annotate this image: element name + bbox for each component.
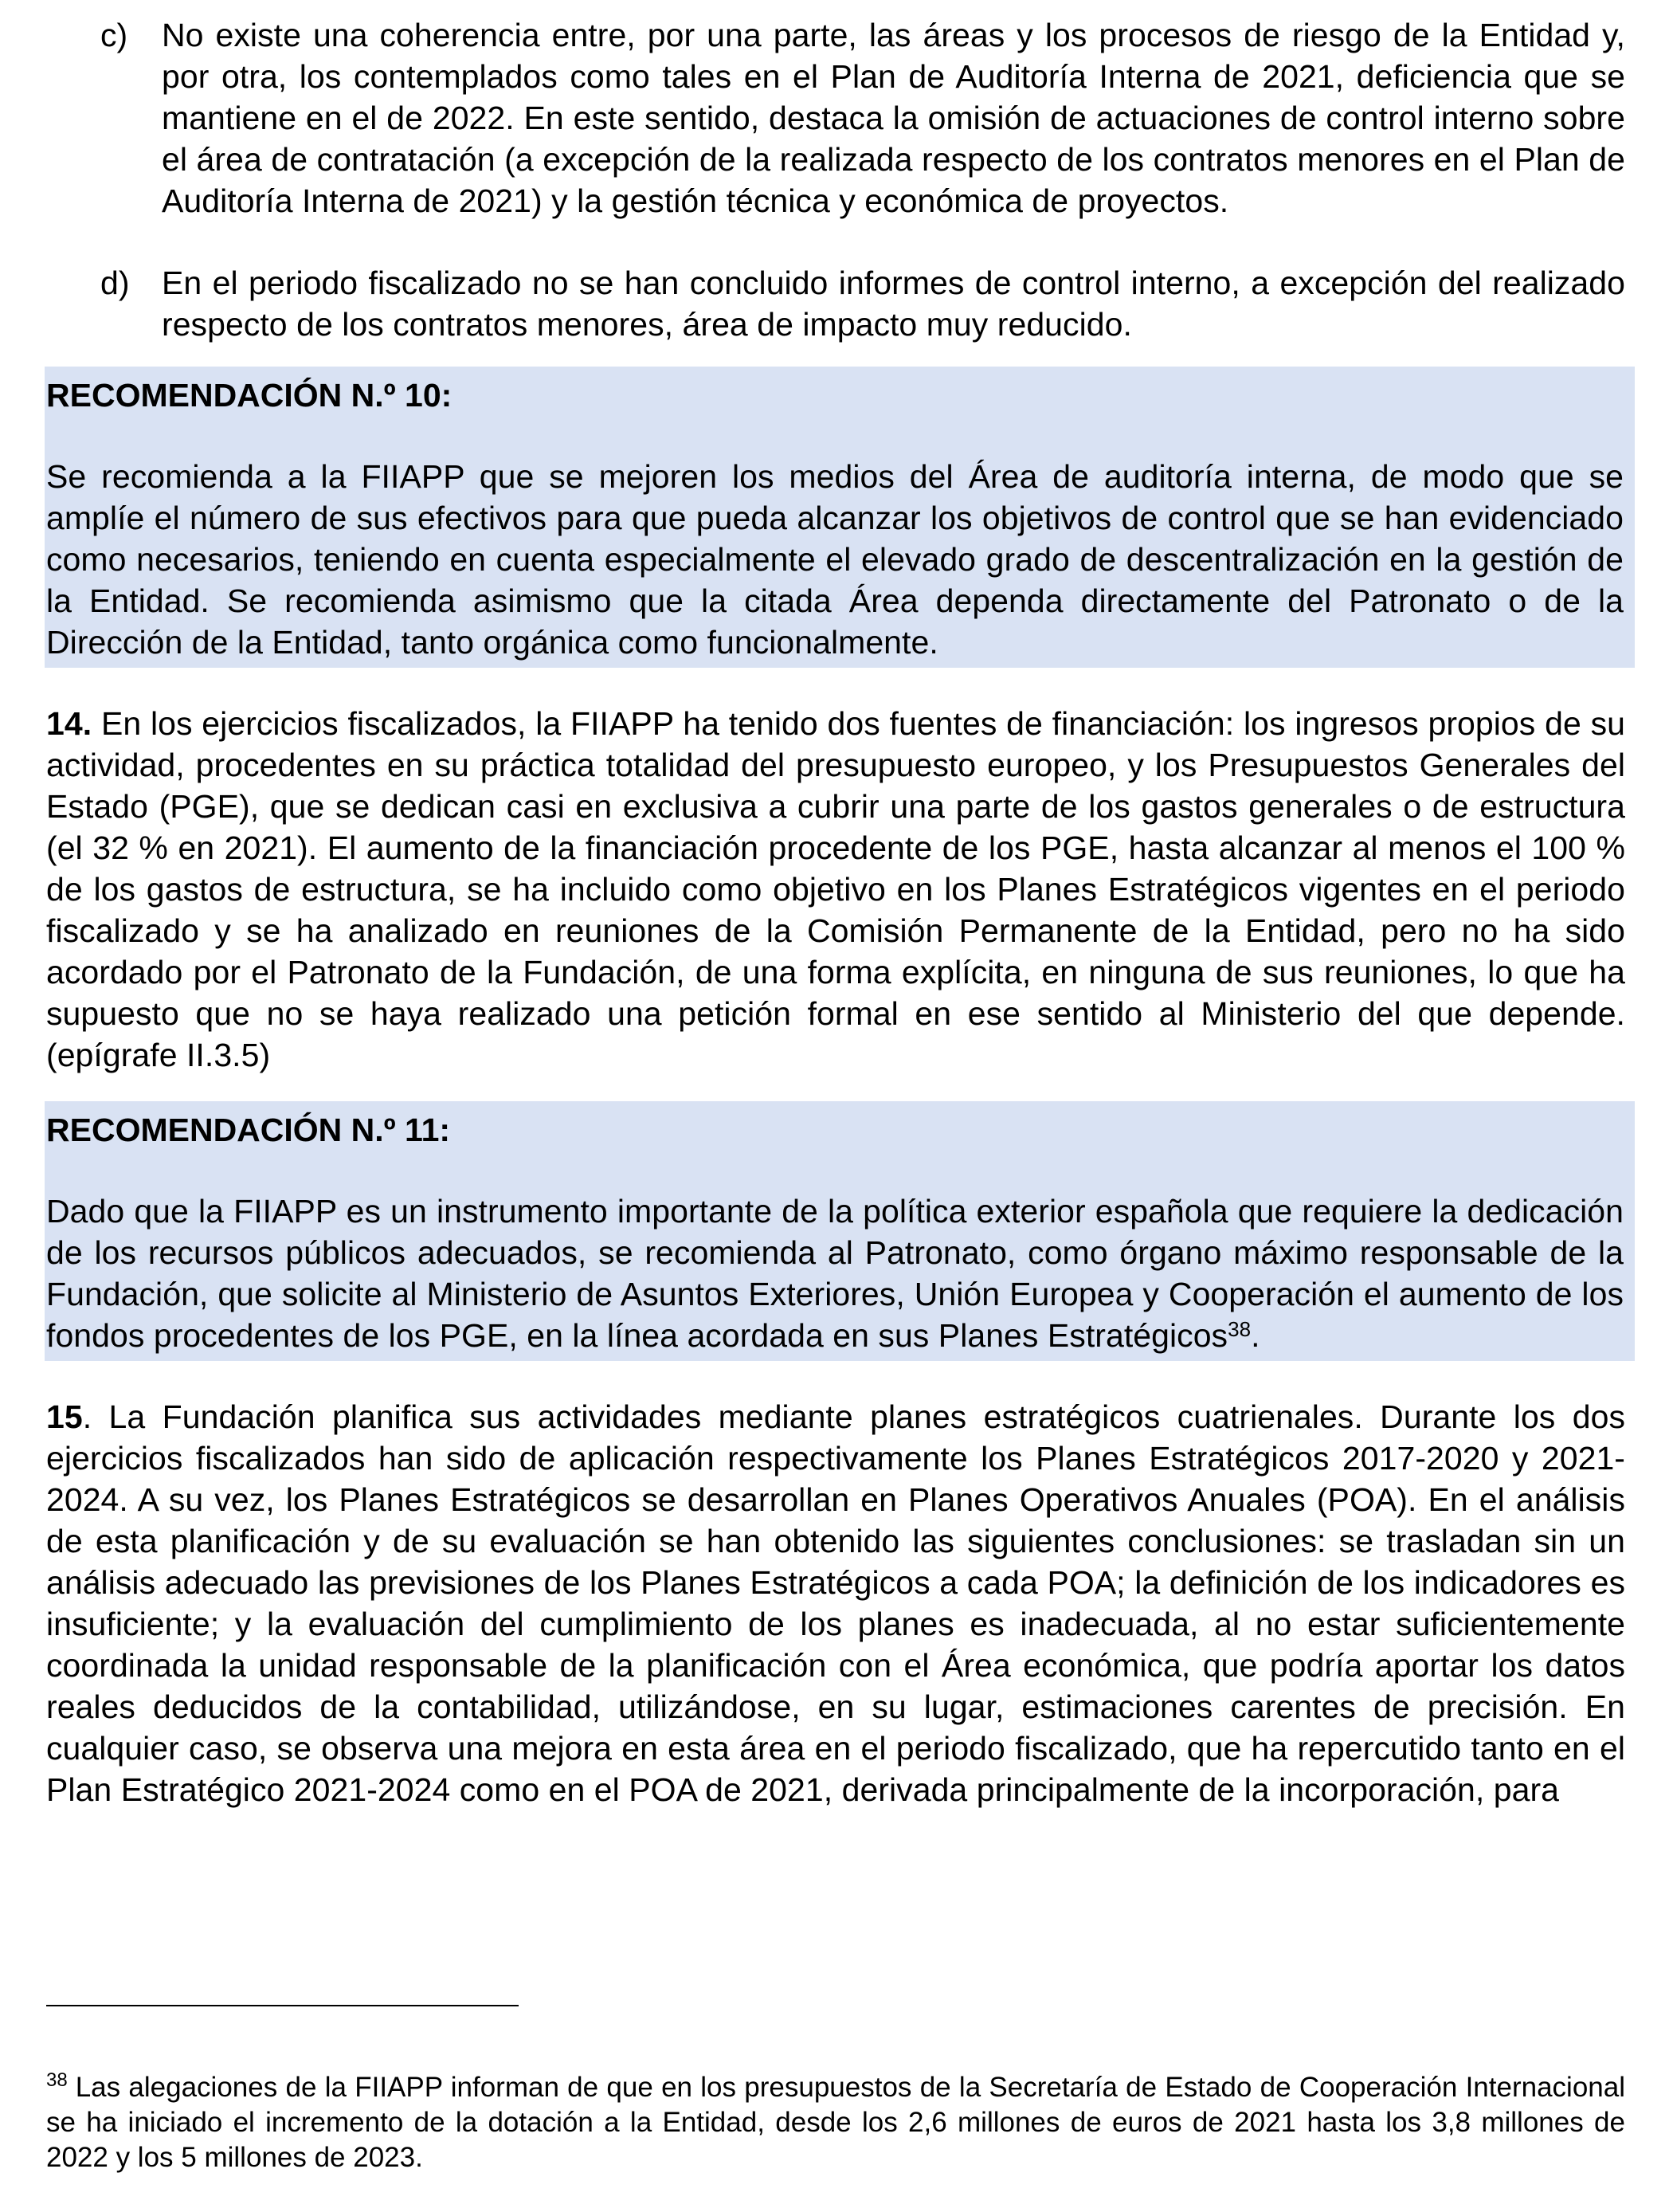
list-item-d xyxy=(46,262,1625,345)
footnote xyxy=(46,2070,1625,2175)
footnote-text: Las alegaciones de la FIIAPP informan de que en los presupuestos de la Secretaría de Estado de Cooperación Internacional se ha iniciado el incremento de la dotación a la Entidad, desde los 2,6 millones de euros de 2021 hasta los 3,8 millones de 2022 y los 5 millones de 2023. xyxy=(46,2072,1625,2173)
list-marker: c) xyxy=(100,17,128,53)
paragraph-14-number: 14. xyxy=(46,705,92,742)
recommendation-11-text: Dado que la FIIAPP es un instrumento importante de la política exterior española que requiere la dedicación de los recursos públicos adecuados, se recomienda al Patronato, como órgano máximo responsable de la Fundación, que solicite al Ministerio de Asuntos Exteriores, Unión Europea y Cooperación el aumento de los fondos procedentes de los PGE, en la línea acordada en sus Planes Estratégicos xyxy=(46,1193,1624,1354)
footnote-reference[interactable]: 38 xyxy=(1228,1317,1252,1342)
document-page xyxy=(46,14,1625,1810)
recommendation-11-title: RECOMENDACIÓN N.º 11: xyxy=(46,1112,451,1148)
recommendation-10-text: Se recomienda a la FIIAPP que se mejoren los medios del Área de auditoría interna, de modo que se amplíe el número de sus efectivos para que pueda alcanzar los objetivos de control que se han evidenciado como necesarios, teniendo en cuenta especialmente el elevado grado de descentralización en la gestión de la Entidad. Se recomienda asimismo que la citada Área dependa directamente del Patronato o de la Dirección de la Entidad, tanto orgánica como funcionalmente. xyxy=(46,458,1624,661)
recommendation-10-title: RECOMENDACIÓN N.º 10: xyxy=(46,377,453,414)
list-item-text: No existe una coherencia entre, por una parte, las áreas y los procesos de riesgo de la Entidad y, por otra, los contemplados como tales en el Plan de Auditoría Interna de 2021, deficiencia que se mantiene en el de 2022. En este sentido, destaca la omisión de actuaciones de control interno sobre el área de contratación (a excepción de la realizada respecto de los contratos menores en el Plan de Auditoría Interna de 2021) y la gestión técnica y económica de proyectos. xyxy=(162,17,1625,219)
paragraph-14-text: En los ejercicios fiscalizados, la FIIAPP ha tenido dos fuentes de financiación: los ingresos propios de su actividad, procedentes en su práctica totalidad del presupuesto europeo, y los Presupuestos Generales del Estado (PGE), que se dedican casi en exclusiva a cubrir una parte de los gastos generales o de estructura (el 32 % en 2021). El aumento de la financiación procedente de los PGE, hasta alcanzar al menos el 100 % de los gastos de estructura, se ha incluido como objetivo en los Planes Estratégicos vigentes en el periodo fiscalizado y se ha analizado en reuniones de la Comisión Permanente de la Entidad, pero no ha sido acordado por el Patronato de la Fundación, de una forma explícita, en ninguna de sus reuniones, lo que ha supuesto que no se haya realizado una petición formal en ese sentido al Ministerio del que depende. (epígrafe II.3.5) xyxy=(46,705,1625,1073)
list-item-text: En el periodo fiscalizado no se han concluido informes de control interno, a excepción del realizado respecto de los contratos menores, área de impacto muy reducido. xyxy=(162,265,1625,343)
paragraph-14 xyxy=(46,703,1625,1076)
recommendation-10-box xyxy=(45,367,1635,668)
recommendation-11-box xyxy=(45,1101,1635,1361)
footnote-number: 38 xyxy=(46,2069,68,2092)
list-marker: d) xyxy=(100,265,130,301)
paragraph-15-number: 15 xyxy=(46,1398,83,1435)
paragraph-15 xyxy=(46,1396,1625,1810)
paragraph-15-text: . La Fundación planifica sus actividades mediante planes estratégicos cuatrienales. Durante los dos ejercicios fiscalizados han sido de aplicación respectivamente los Planes Estratégicos 2017-2020 y 2021-2024. A su vez, los Planes Estratégicos se desarrollan en Planes Operativos Anuales (POA). En el análisis de esta planificación y de su evaluación se han obtenido las siguientes conclusiones: se trasladan sin un análisis adecuado las previsiones de los Planes Estratégicos a cada POA; la definición de los indicadores es insuficiente; y la evaluación del cumplimiento de los planes es inadecuada, al no estar suficientemente coordinada la unidad responsable de la planificación con el Área económica, que podría aportar los datos reales deducidos de la contabilidad, utilizándose, en su lugar, estimaciones carentes de precisión. En cualquier caso, se observa una mejora en esta área en el periodo fiscalizado, que ha repercutido tanto en el Plan Estratégico 2021-2024 como en el POA de 2021, derivada principalmente de la incorporación, para xyxy=(46,1398,1625,1808)
recommendation-11-text-end: . xyxy=(1251,1317,1260,1354)
list-item-c xyxy=(46,14,1625,222)
recommendation-11-text-block xyxy=(46,1190,1624,1356)
footnote-separator xyxy=(46,2005,519,2006)
